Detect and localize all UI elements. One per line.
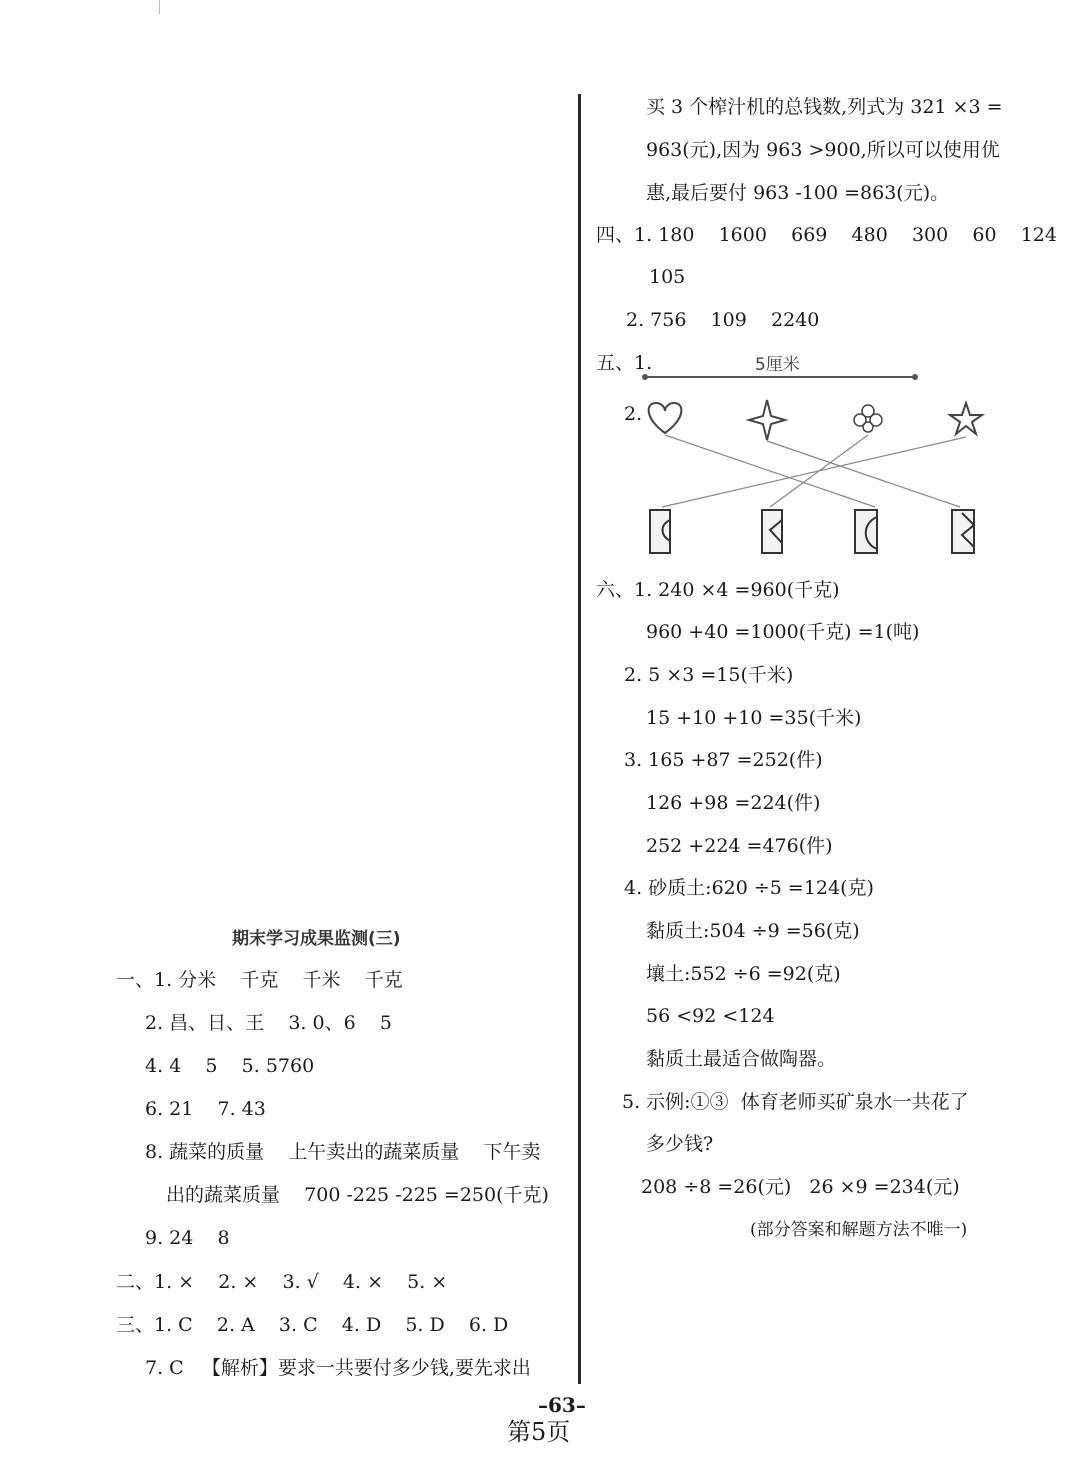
five-point-star-icon: [950, 403, 982, 434]
answer-line: 960 +40 =1000(千克) =1(吨): [646, 621, 920, 643]
answer-line: 出的蔬菜质量 700 -225 -225 =250(千克): [166, 1184, 549, 1206]
answer-line: 3. 165 +87 =252(件): [624, 749, 823, 771]
answer-line: 四、1. 180 1600 669 480 300 60 124: [596, 224, 1057, 246]
answer-line: 9. 24 8: [145, 1227, 230, 1249]
matching-diagram: [640, 395, 1000, 560]
answer-line: 2.: [624, 403, 643, 425]
answer-line: 2. 5 ×3 =15(千米): [624, 664, 794, 686]
footer-page-label: 第5页: [507, 1418, 571, 1446]
answer-line: 2. 昌、日、王 3. 0、6 5: [145, 1012, 392, 1034]
answer-line: 105: [649, 266, 686, 288]
column-divider: [578, 94, 581, 1384]
answer-line: 7. C 【解析】要求一共要付多少钱,要先求出: [145, 1357, 531, 1379]
answer-line: 4. 砂质土:620 ÷5 =124(克): [624, 877, 874, 899]
answer-line: 三、1. C 2. A 3. C 4. D 5. D 6. D: [116, 1314, 509, 1336]
answer-line: 五、1.: [596, 352, 653, 374]
answer-line: 2. 756 109 2240: [626, 309, 820, 331]
scan-mark: [159, 0, 160, 14]
half-shape-card: [650, 510, 670, 553]
half-shape-card: [855, 510, 877, 553]
note-line: (部分答案和解题方法不唯一): [750, 1220, 968, 1240]
line-segment-5cm: [645, 376, 915, 378]
clover-icon: [854, 405, 882, 432]
answer-line: 15 +10 +10 =35(千米): [646, 707, 862, 729]
answer-line: 壤土:552 ÷6 =92(克): [646, 963, 841, 985]
answer-line: 六、1. 240 ×4 =960(千克): [596, 579, 840, 601]
answer-line: 二、1. × 2. × 3. √ 4. × 5. ×: [116, 1271, 448, 1293]
answer-line: 8. 蔬菜的质量 上午卖出的蔬菜质量 下午卖: [145, 1141, 541, 1163]
section-title: 期末学习成果监测(三): [232, 929, 401, 949]
answer-line: 黏质土:504 ÷9 =56(克): [646, 920, 860, 942]
answer-line: 6. 21 7. 43: [145, 1098, 266, 1120]
answer-line: 买 3 个榨汁机的总钱数,列式为 321 ×3 =: [646, 96, 1003, 118]
page-number: –63–: [538, 1393, 586, 1417]
match-line: [767, 441, 960, 507]
match-line: [662, 437, 966, 507]
answer-line: 4. 4 5 5. 5760: [145, 1055, 315, 1077]
answer-line: 多少钱?: [646, 1133, 714, 1155]
answer-line: 惠,最后要付 963 -100 =863(元)。: [646, 182, 950, 204]
four-point-star-icon: [749, 400, 785, 440]
match-line: [665, 435, 875, 507]
answer-line: 一、1. 分米 千克 千米 千克: [116, 969, 403, 991]
answer-line: 黏质土最适合做陶器。: [646, 1048, 837, 1070]
answer-line: 252 +224 =476(件): [646, 835, 833, 857]
answer-line: 56 <92 <124: [646, 1005, 775, 1027]
heart-icon: [649, 403, 682, 433]
answer-line: 5. 示例:①③ 体育老师买矿泉水一共花了: [622, 1091, 969, 1113]
answer-line: 208 ÷8 =26(元) 26 ×9 =234(元): [641, 1176, 960, 1198]
ruler-label: 5厘米: [755, 355, 800, 375]
answer-line: 126 +98 =224(件): [646, 792, 821, 814]
half-shape-card: [952, 510, 974, 553]
answer-line: 963(元),因为 963 >900,所以可以使用优: [646, 139, 1000, 161]
half-shape-card: [762, 510, 782, 553]
